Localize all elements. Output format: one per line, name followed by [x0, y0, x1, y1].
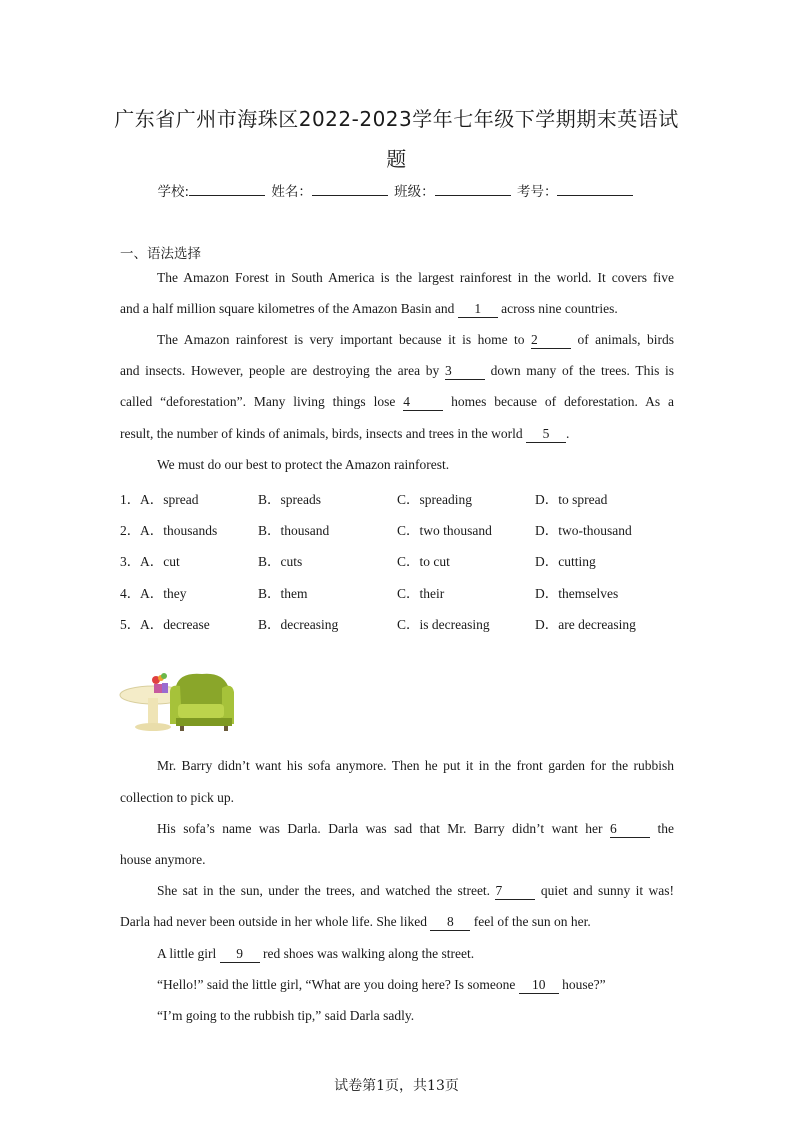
passage-text: homes because of deforestation. As a [451, 394, 674, 409]
passage1-line1 [120, 270, 674, 286]
section-heading: 一、语法选择 [120, 246, 201, 262]
option-a[interactable]: A．they [140, 586, 187, 601]
passage-text: quiet and sunny it was! [540, 883, 675, 898]
passage-text: She sat in the sun, under the trees, and watched the street. [157, 883, 491, 898]
leaf [161, 673, 167, 679]
answer-blank-4[interactable]: 4 [403, 395, 443, 411]
answer-blank-9[interactable]: 9 [220, 947, 260, 963]
option-c[interactable]: C．is decreasing [397, 617, 490, 632]
option-c[interactable]: C．two thousand [397, 523, 492, 538]
passage2-line7 [120, 946, 674, 963]
passage-text: feel of the sun on her. [473, 914, 591, 929]
passage1-line5 [120, 394, 674, 411]
option-c[interactable]: C．spreading [397, 492, 472, 507]
passage-text: house?” [562, 977, 606, 992]
school-blank[interactable] [189, 183, 265, 196]
flower-pot [154, 684, 162, 693]
answer-blank-8[interactable]: 8 [430, 915, 470, 931]
passage1-line4 [120, 363, 674, 380]
option-row-4 [120, 582, 680, 600]
passage-text: Mr. Barry didn’t want his sofa anymore. Then he put it in the front garden for the rubbish [157, 758, 674, 773]
passage2-line9 [120, 1008, 674, 1024]
passage2-line8 [120, 977, 674, 994]
option-row-2 [120, 519, 680, 537]
table-base [135, 723, 171, 731]
question-number: 2． [120, 523, 141, 538]
question-number: 3． [120, 554, 141, 569]
exam-title-line2: 题 [386, 147, 407, 171]
option-b[interactable]: B．spreads [258, 492, 321, 507]
passage-text: collection to pick up. [120, 790, 234, 805]
name-blank[interactable] [312, 183, 388, 196]
passage-text: “Hello!” said the little girl, “What are you doing here? Is someone [157, 977, 516, 992]
passage-text: and insects. However, people are destroying the area by [120, 363, 440, 378]
passage-text: red shoes was walking along the street. [263, 946, 475, 961]
option-a[interactable]: A．cut [140, 554, 180, 569]
option-c[interactable]: C．their [397, 586, 445, 601]
name-label: 姓名： [271, 184, 312, 200]
option-b[interactable]: B．decreasing [258, 617, 339, 632]
class-blank[interactable] [435, 183, 511, 196]
passage2-line4 [120, 852, 674, 868]
passage2-line6 [120, 914, 674, 931]
page-footer: 试卷第1页，共13页 [334, 1078, 459, 1094]
passage-text: Darla had never been outside in her whole life. She liked [120, 914, 428, 929]
passage1-line3 [120, 332, 674, 349]
passage-text: of animals, birds [577, 332, 675, 347]
question-number: 1． [120, 492, 141, 507]
passage1-line7 [120, 457, 674, 473]
class-label: 班级： [394, 184, 435, 200]
answer-blank-10[interactable]: 10 [519, 978, 559, 994]
sofa-base [176, 718, 232, 726]
option-d[interactable]: D．to spread [535, 492, 608, 507]
answer-blank-2[interactable]: 2 [531, 333, 571, 349]
passage1-line2 [120, 301, 674, 318]
question-number: 4． [120, 586, 141, 601]
passage-text: down many of the trees. This is [490, 363, 675, 378]
sofa-illustration [118, 668, 268, 740]
option-b[interactable]: B．cuts [258, 554, 303, 569]
passage-text: The Amazon Forest in South America is the largest rainforest in the world. It covers five [157, 270, 674, 285]
answer-blank-1[interactable]: 1 [458, 302, 498, 318]
answer-blank-5[interactable]: 5 [526, 427, 566, 443]
passage1-line6 [120, 426, 674, 443]
passage-text: A little girl [157, 946, 217, 961]
flower-pot [162, 683, 168, 693]
option-a[interactable]: A．spread [140, 492, 199, 507]
answer-blank-3[interactable]: 3 [445, 364, 485, 380]
passage2-line5 [120, 883, 674, 900]
passage2-line3 [120, 821, 674, 838]
passage-text: called “deforestation”. Many living things lose [120, 394, 396, 409]
passage-text: The Amazon rainforest is very important because it is home to [157, 332, 525, 347]
option-a[interactable]: A．thousands [140, 523, 218, 538]
passage2-line1 [120, 758, 674, 774]
passage-text: house anymore. [120, 852, 206, 867]
sofa-seat [178, 704, 224, 718]
exam-title-line1: 广东省广州市海珠区2022-2023学年七年级下学期期末英语试 [114, 107, 679, 131]
option-d[interactable]: D．cutting [535, 554, 596, 569]
passage-text: result, the number of kinds of animals, birds, insects and trees in the world [120, 426, 523, 441]
option-d[interactable]: D．themselves [535, 586, 619, 601]
sofa-leg [224, 726, 228, 731]
option-d[interactable]: D．are decreasing [535, 617, 636, 632]
passage-text: His sofa’s name was Darla. Darla was sad that Mr. Barry didn’t want her [157, 821, 603, 836]
option-row-1 [120, 488, 680, 506]
table-leg [148, 698, 158, 726]
passage-text: We must do our best to protect the Amazon rainforest. [157, 457, 450, 472]
option-row-5 [120, 613, 680, 631]
exam-number-label: 考号： [516, 184, 558, 200]
student-info-row [0, 180, 793, 200]
question-number: 5． [120, 617, 141, 632]
answer-blank-7[interactable]: 7 [495, 884, 535, 900]
passage-text: “I’m going to the rubbish tip,” said Darla sadly. [157, 1008, 415, 1023]
passage2-line2 [120, 790, 674, 806]
option-c[interactable]: C．to cut [397, 554, 450, 569]
passage-text: across nine countries. [501, 301, 618, 316]
exam-number-blank[interactable] [557, 183, 633, 196]
option-row-3 [120, 550, 680, 568]
option-b[interactable]: B．thousand [258, 523, 330, 538]
school-label: 学校: [157, 184, 190, 200]
answer-blank-6[interactable]: 6 [610, 822, 650, 838]
option-b[interactable]: B．them [258, 586, 308, 601]
passage-text: . [566, 426, 570, 441]
sofa-leg [180, 726, 184, 731]
passage-text: the [657, 821, 675, 836]
passage-text: and a half million square kilometres of the Amazon Basin and [120, 301, 455, 316]
option-a[interactable]: A．decrease [140, 617, 210, 632]
option-d[interactable]: D．two-thousand [535, 523, 632, 538]
